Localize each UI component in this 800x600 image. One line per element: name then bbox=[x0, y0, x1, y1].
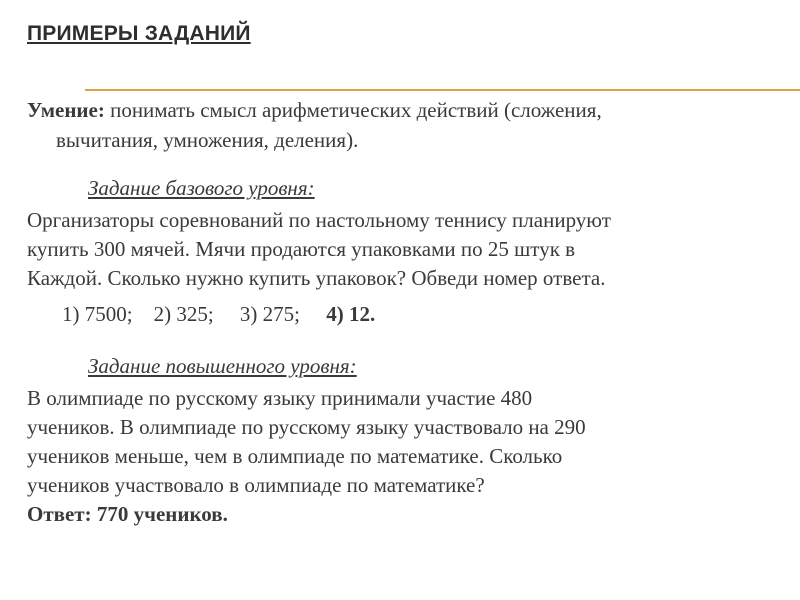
basic-task-heading: Задание базового уровня: bbox=[88, 176, 315, 200]
correct-answer-option: 4) 12. bbox=[326, 302, 376, 326]
basic-task-line-2: купить 300 мячей. Мячи продаются упаковками по 25 штук в bbox=[27, 237, 576, 261]
skill-block bbox=[27, 95, 787, 155]
basic-task-options bbox=[62, 302, 375, 327]
advanced-task-line-2: учеников. В олимпиаде по русскому языку участвовало на 290 bbox=[27, 415, 586, 439]
advanced-task-answer: Ответ: 770 учеников. bbox=[27, 502, 228, 526]
advanced-task-heading: Задание повышенного уровня: bbox=[88, 354, 357, 378]
basic-task-text bbox=[27, 206, 611, 293]
skill-text-line2: вычитания, умножения, деления). bbox=[56, 128, 359, 152]
skill-text-line1: понимать смысл арифметических действий (сложения, bbox=[104, 98, 602, 122]
advanced-task-text bbox=[27, 384, 586, 529]
accent-divider bbox=[85, 89, 800, 91]
answer-options: 1) 7500; 2) 325; 3) 275; bbox=[62, 302, 327, 326]
basic-task-line-3: Каждой. Сколько нужно купить упаковок? Обведи номер ответа. bbox=[27, 266, 606, 290]
advanced-task-line-4: учеников участвовало в олимпиаде по математике? bbox=[27, 473, 485, 497]
advanced-task-line-1: В олимпиаде по русскому языку принимали участие 480 bbox=[27, 386, 533, 410]
slide-title: ПРИМЕРЫ ЗАДАНИЙ bbox=[27, 22, 251, 45]
advanced-task-line-3: учеников меньше, чем в олимпиаде по математике. Сколько bbox=[27, 444, 563, 468]
basic-task-line-1: Организаторы соревнований по настольному теннису планируют bbox=[27, 208, 611, 232]
skill-label: Умение: bbox=[27, 98, 105, 122]
